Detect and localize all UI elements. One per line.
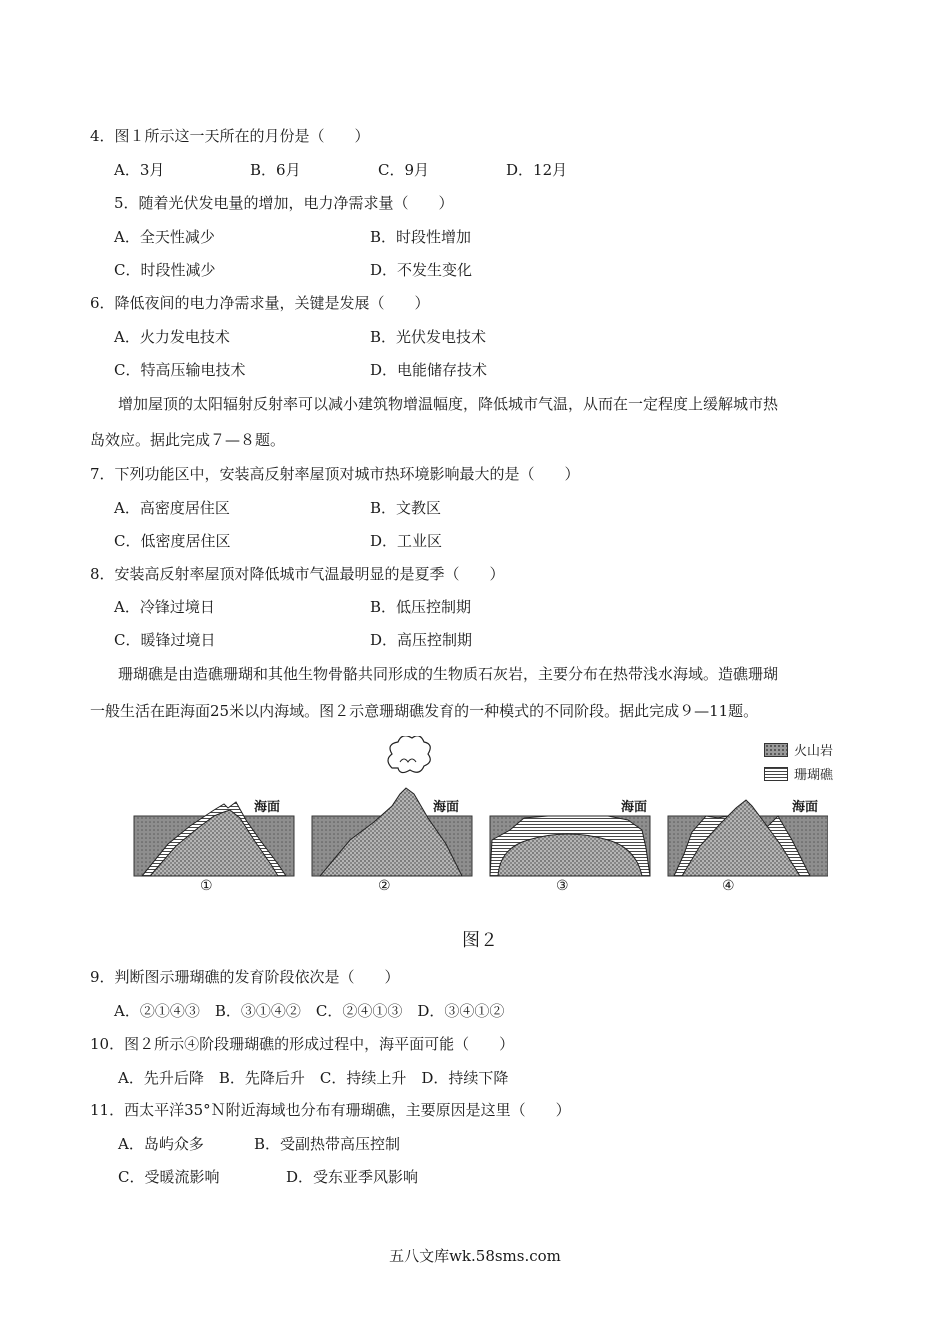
question-8-option-d: D．高压控制期 bbox=[370, 631, 473, 649]
panel-3-sea-label: 海面 bbox=[621, 800, 648, 815]
question-6-option-a: A．火力发电技术 bbox=[114, 328, 230, 346]
figure-caption: 图２ bbox=[462, 930, 498, 951]
question-11-option-b: B．受副热带高压控制 bbox=[254, 1135, 401, 1153]
question-5-option-b: B．时段性增加 bbox=[370, 228, 472, 246]
question-7-option-b: B．文教区 bbox=[370, 499, 442, 517]
question-11-option-a: A．岛屿众多 bbox=[118, 1135, 204, 1153]
question-8-option-c: C．暖锋过境日 bbox=[114, 631, 216, 649]
panel-1-sea-label: 海面 bbox=[254, 800, 281, 815]
question-9-stem: 9．判断图示珊瑚礁的发育阶段依次是（ ） bbox=[90, 968, 400, 986]
question-6-option-d: D．电能储存技术 bbox=[370, 361, 488, 379]
question-5-option-c: C．时段性减少 bbox=[114, 261, 216, 279]
question-5-stem: 5．随着光伏发电量的增加，电力净需求量（ ） bbox=[114, 194, 454, 212]
passage-1-line-2: 岛效应。据此完成７—８题。 bbox=[90, 431, 286, 449]
panel-stage-3 bbox=[490, 816, 650, 876]
question-4-option-c: C．9月 bbox=[378, 161, 430, 179]
question-7-option-a: A．高密度居住区 bbox=[114, 499, 230, 517]
question-7-stem: 7．下列功能区中，安装高反射率屋顶对城市热环境影响最大的是（ ） bbox=[90, 465, 580, 483]
question-5-option-d: D．不发生变化 bbox=[370, 261, 473, 279]
question-10-stem: 10．图２所示④阶段珊瑚礁的形成过程中，海平面可能（ ） bbox=[90, 1035, 515, 1053]
stage-label-1: ① bbox=[200, 878, 213, 894]
eruption-cloud-icon bbox=[388, 736, 430, 773]
footer-watermark: 五八文库wk.58sms.com bbox=[389, 1247, 561, 1265]
passage-2-line-1: 珊瑚礁是由造礁珊瑚和其他生物骨骼共同形成的生物质石灰岩，主要分布在热带浅水海域。造礁珊瑚 bbox=[118, 665, 779, 683]
legend-coral-label: 珊瑚礁 bbox=[794, 768, 834, 783]
question-11-option-c: C．受暖流影响 bbox=[118, 1168, 220, 1186]
question-6-option-c: C．特高压输电技术 bbox=[114, 361, 246, 379]
question-7-option-d: D．工业区 bbox=[370, 532, 443, 550]
question-7-option-c: C．低密度居住区 bbox=[114, 532, 231, 550]
question-4-option-d: D．12月 bbox=[506, 161, 568, 179]
legend-volcano-label: 火山岩 bbox=[794, 744, 834, 759]
question-6-option-b: B．光伏发电技术 bbox=[370, 328, 487, 346]
question-4-option-b: B．6月 bbox=[250, 161, 301, 179]
panel-2-sea-label: 海面 bbox=[433, 800, 460, 815]
question-4-stem: 4．图１所示这一天所在的月份是（ ） bbox=[90, 127, 370, 145]
question-10-options: A．先升后降 B．先降后升 C．持续上升 D．持续下降 bbox=[118, 1069, 509, 1087]
stage-label-4: ④ bbox=[722, 878, 735, 894]
question-4-option-a: A．3月 bbox=[114, 161, 165, 179]
passage-2-line-2: 一般生活在距海面25米以内海域。图２示意珊瑚礁发育的一种模式的不同阶段。据此完成９—11题。 bbox=[90, 702, 759, 720]
question-11-option-d: D．受东亚季风影响 bbox=[286, 1168, 419, 1186]
question-8-option-b: B．低压控制期 bbox=[370, 598, 472, 616]
question-8-stem: 8．安装高反射率屋顶对降低城市气温最明显的是夏季（ ） bbox=[90, 565, 505, 583]
passage-1-line-1: 增加屋顶的太阳辐射反射率可以减小建筑物增温幅度，降低城市气温，从而在一定程度上缓解城市热 bbox=[118, 395, 779, 413]
question-9-options: A．②①④③ B．③①④② C．②④①③ D．③④①② bbox=[114, 1002, 505, 1020]
figure-coral-reef-stages bbox=[128, 736, 834, 906]
question-6-stem: 6．降低夜间的电力净需求量，关键是发展（ ） bbox=[90, 294, 430, 312]
panel-4-sea-label: 海面 bbox=[792, 800, 819, 815]
question-8-option-a: A．冷锋过境日 bbox=[114, 598, 215, 616]
stage-label-3: ③ bbox=[556, 878, 569, 894]
stage-label-2: ② bbox=[378, 878, 391, 894]
question-11-stem: 11．西太平洋35°Ｎ附近海域也分布有珊瑚礁，主要原因是这里（ ） bbox=[90, 1101, 571, 1119]
question-5-option-a: A．全天性减少 bbox=[114, 228, 215, 246]
